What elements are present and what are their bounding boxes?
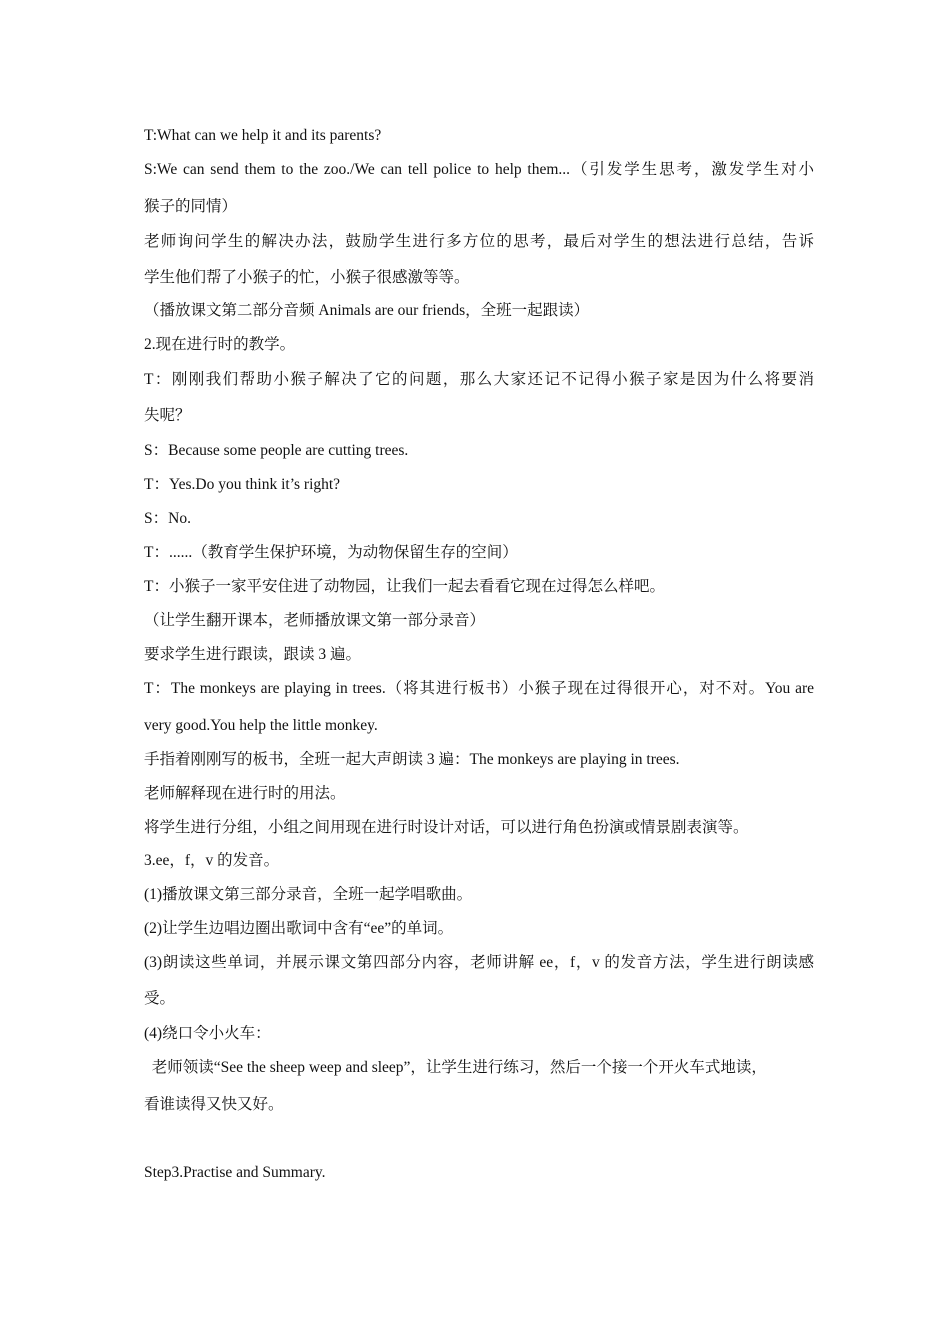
text-line: very good.You help the little monkey.	[144, 717, 378, 734]
text-line: T：Yes.Do you think it’s right?	[144, 476, 341, 493]
text-line: （播放课文第二部分音频 Animals are our friends，全班一起跟读）	[144, 302, 590, 319]
text-line: 看谁读得又快又好。	[144, 1096, 284, 1113]
text-line: （让学生翻开课本，老师播放课文第一部分录音）	[144, 612, 486, 629]
text-line: S:We can send them to the zoo./We can tell police to help them...（引发学生思考，激发学生对小	[144, 161, 814, 178]
text-line: (3)朗读这些单词，并展示课文第四部分内容，老师讲解 ee，f，v 的发音方法，学生进行朗读感	[144, 954, 814, 971]
section-heading: 3.ee，f，v 的发音。	[144, 852, 280, 869]
section-heading: 2.现在进行时的教学。	[144, 336, 296, 353]
text-line: 将学生进行分组，小组之间用现在进行时设计对话，可以进行角色扮演或情景剧表演等。	[144, 819, 749, 836]
section-heading: Step3.Practise and Summary.	[144, 1164, 326, 1181]
text-line: 老师询问学生的解决办法，鼓励学生进行多方位的思考，最后对学生的想法进行总结，告诉	[144, 233, 814, 250]
text-line: 学生他们帮了小猴子的忙，小猴子很感激等等。	[144, 269, 470, 286]
text-line: 老师领读“See the sheep weep and sleep”，让学生进行练习，然后一个接一个开火车式地读，	[144, 1059, 767, 1076]
text-line: 受。	[144, 990, 176, 1007]
text-line: 猴子的同情）	[144, 198, 238, 215]
text-line: T：刚刚我们帮助小猴子解决了它的问题，那么大家还记不记得小猴子家是因为什么将要消	[144, 371, 814, 388]
text-line: (1)播放课文第三部分录音，全班一起学唱歌曲。	[144, 886, 473, 903]
text-line: (2)让学生边唱边圈出歌词中含有“ee”的单词。	[144, 920, 454, 937]
text-line: 老师解释现在进行时的用法。	[144, 785, 346, 802]
text-line: 要求学生进行跟读，跟读 3 遍。	[144, 646, 362, 663]
text-line: T：小猴子一家平安住进了动物园，让我们一起去看看它现在过得怎么样吧。	[144, 578, 665, 595]
text-line: S：No.	[144, 510, 191, 527]
text-line: 手指着刚刚写的板书，全班一起大声朗读 3 遍：The monkeys are playing in trees.	[144, 751, 680, 768]
text-line: T：......（教育学生保护环境，为动物保留生存的空间）	[144, 544, 518, 561]
text-line: (4)绕口令小火车：	[144, 1025, 271, 1042]
text-line: 失呢？	[144, 407, 191, 424]
text-line: T:What can we help it and its parents?	[144, 127, 382, 144]
text-line: T：The monkeys are playing in trees.（将其进行板书）小猴子现在过得很开心，对不对。You are	[144, 680, 814, 697]
text-line: S：Because some people are cutting trees.	[144, 442, 409, 459]
